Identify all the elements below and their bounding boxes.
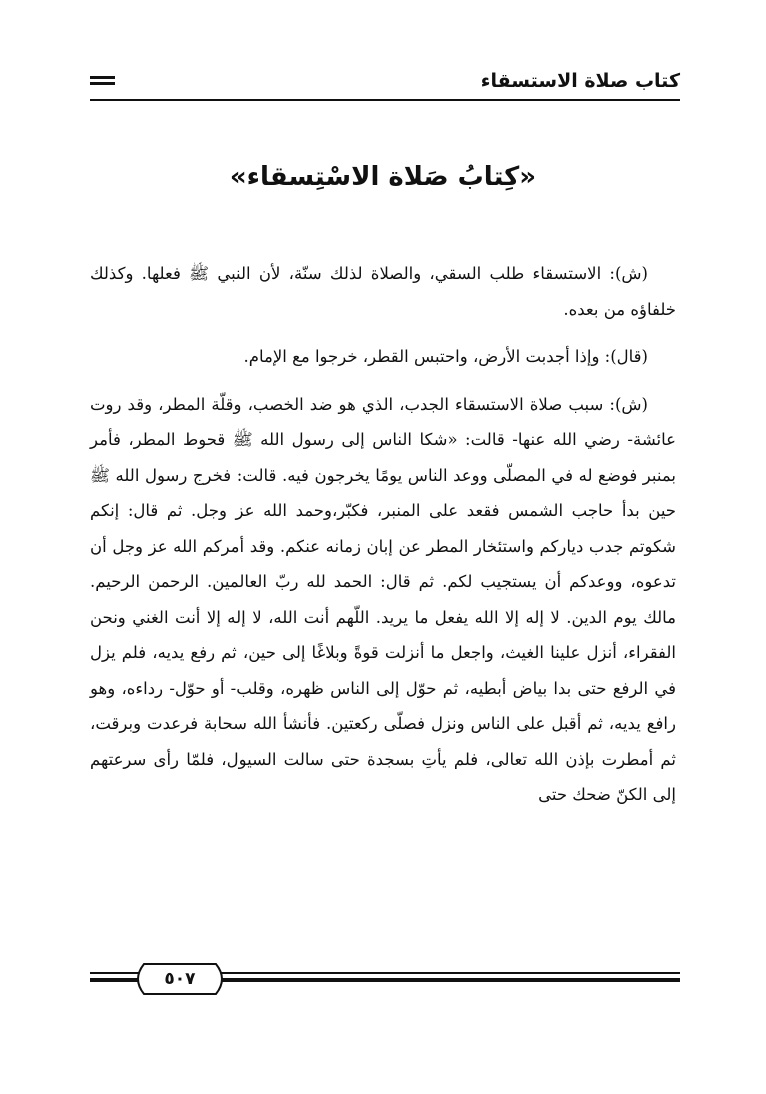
page-footer xyxy=(90,962,680,1002)
header-ornament-rule xyxy=(90,76,115,85)
header-divider xyxy=(90,99,680,101)
page-number: ٥٠٧ xyxy=(164,969,196,989)
body-text xyxy=(90,256,676,813)
paragraph-matn: (قال): وإذا أجدبت الأرض، واحتبس القطر، خرجوا مع الإمام. xyxy=(243,347,648,366)
running-header xyxy=(90,66,680,96)
chapter-title: «كِتابُ صَلاة الاسْتِسقاء» xyxy=(229,162,537,192)
running-title: كتاب صلاة الاستسقاء xyxy=(480,70,680,92)
paragraph-sharh-hadith: (ش): سبب صلاة الاستسقاء الجدب، الذي هو ضد الخصب، وقلّة المطر، وقد روت عائشة- رضي الله عنها- قالت: «شكا الناس إلى رسول الله ﷺ قحوط المطر، فأمر بمنبر فوضع له في المصلّى ووعد الناس يومًا يخرجون فيه. قالت: فخرج رسول الله ﷺ حين بدأ حاجب الشمس فقعد على المنبر، فكبّر،وحمد الله عز وجل. ثم قال: إنكم شكوتم جدب دياركم واستئخار المطر عن إبان زمانه عنكم. وقد أمركم الله عز وجل أن تدعوه، ووعدكم أن يستجيب لكم. ثم قال: الحمد لله ربّ العالمين. الرحمن الرحيم. مالك يوم الدين. لا إله إلا الله يفعل ما يريد. اللّهم أنت الله، لا إله إلا أنت الغني ونحن الفقراء، أنزل علينا الغيث، واجعل ما أنزلت قوةً وبلاغًا إلى حين، ثم رفع يديه، فلم يزل في الرفع حتى بدا بياض أبطيه، ثم حوّل إلى الناس ظهره، وقلب- أو حوّل- رداءه، وهو رافع يديه، ثم أقبل على الناس ونزل فصلّى ركعتين. فأنشأ الله سحابة فرعدت وبرقت، ثم أمطرت بإذن الله تعالى، فلم يأتِ بسجدة حتى سالت السيول، فلمّا رأى سرعتهم إلى الكنّ ضحك حتى xyxy=(90,394,676,804)
paragraph-sharh-definition: (ش): الاستسقاء طلب السقي، والصلاة لذلك سنّة، لأن النبي ﷺ فعلها. وكذلك خلفاؤه من بعده. xyxy=(90,264,676,319)
